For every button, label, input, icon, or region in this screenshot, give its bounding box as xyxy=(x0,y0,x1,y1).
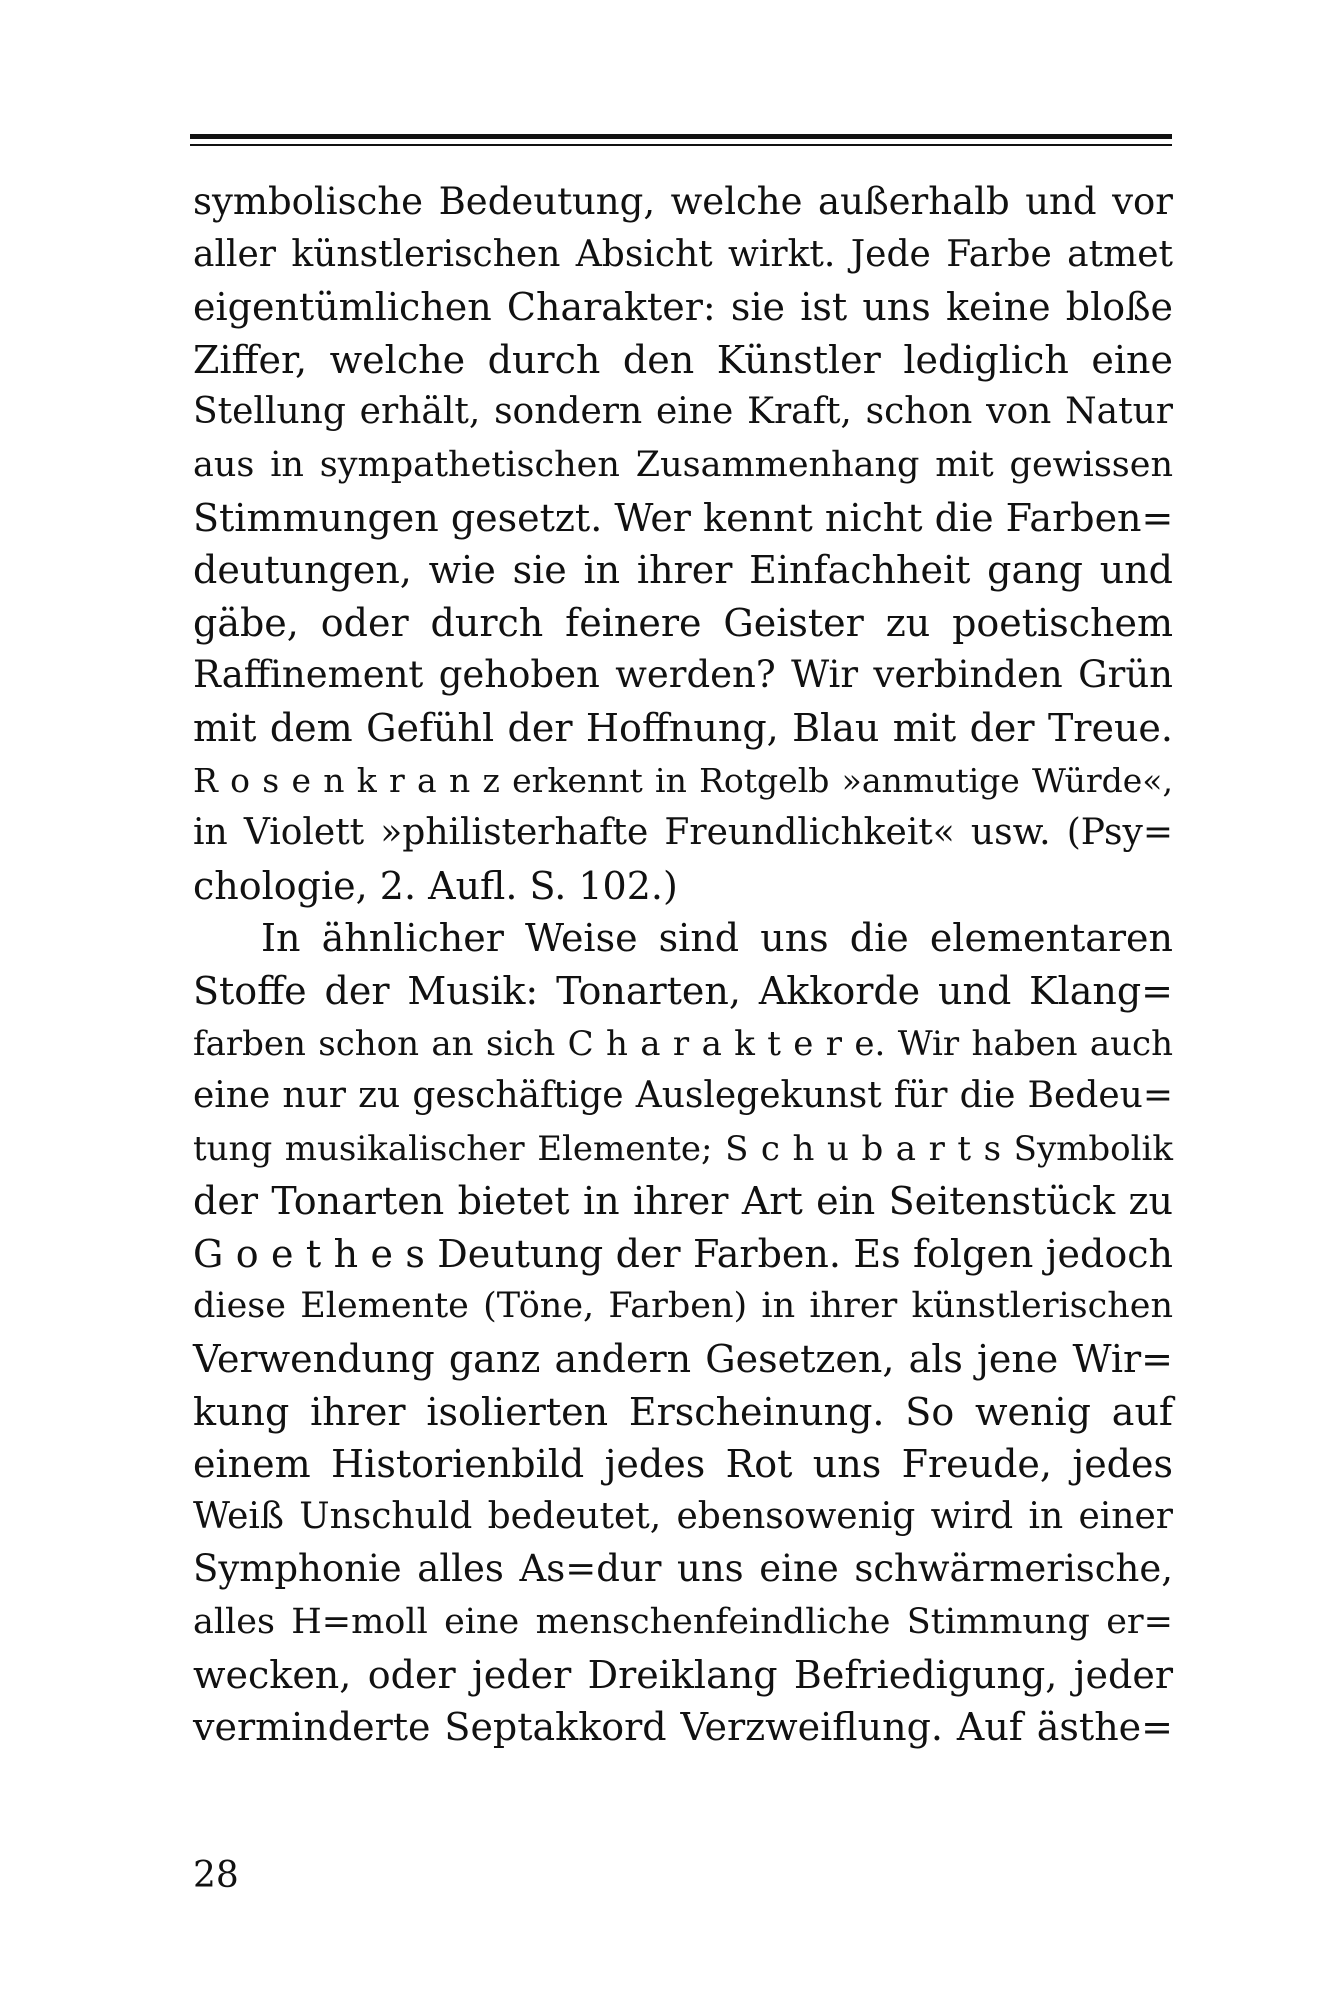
text-line: in Violett »philisterhafte Freundlichkeit« usw. (Psy= xyxy=(193,812,1173,854)
body-text xyxy=(193,176,1173,1754)
text-line: G o e t h e s Deutung der Farben. Es folgen jedoch xyxy=(193,1231,1173,1276)
text-line: R o s e n k r a n z erkennt in Rotgelb »anmutige Würde«, xyxy=(193,760,1173,800)
text-line: mit dem Gefühl der Hoffnung, Blau mit der Treue. xyxy=(193,705,1173,750)
text-line: diese Elemente (Töne, Farben) in ihrer künstlerischen xyxy=(193,1286,1173,1327)
text-line: aus in sympathetischen Zusammenhang mit gewissen xyxy=(193,444,1173,485)
text-line: farben schon an sich C h a r a k t e r e. Wir haben auch xyxy=(193,1023,1173,1064)
text-line: Raffinement gehoben werden? Wir verbinden Grün xyxy=(193,653,1173,697)
text-line: der Tonarten bietet in ihrer Art ein Seitenstück zu xyxy=(193,1179,1173,1224)
text-line: Weiß Unschuld bedeutet, ebensowenig wird in einer xyxy=(193,1495,1173,1537)
text-line: einem Historienbild jedes Rot uns Freude, jedes xyxy=(193,1442,1173,1487)
text-line: deutungen, wie sie in ihrer Einfachheit gang und xyxy=(193,548,1173,593)
text-line: Stoffe der Musik: Tonarten, Akkorde und Klang= xyxy=(193,968,1173,1013)
text-line: Verwendung ganz andern Gesetzen, als jene Wir= xyxy=(193,1337,1173,1382)
header-rule-thick xyxy=(190,134,1172,139)
text-line: aller künstlerischen Absicht wirkt. Jede Farbe atmet xyxy=(193,233,1173,275)
text-line: eine nur zu geschäftige Auslegekunst für die Bedeu= xyxy=(193,1075,1173,1117)
text-line: Symphonie alles As=dur uns eine schwärmerische, xyxy=(193,1547,1173,1591)
text-line: kung ihrer isolierten Erscheinung. So wenig auf xyxy=(193,1389,1173,1434)
header-rule-thin xyxy=(190,144,1172,146)
page-number: 28 xyxy=(193,1855,239,1896)
text-line: alles H=moll eine menschenfeindliche Stimmung er= xyxy=(193,1602,1173,1643)
text-line: chologie, 2. Aufl. S. 102.) xyxy=(193,863,678,908)
text-line: Stellung erhält, sondern eine Kraft, schon von Natur xyxy=(193,391,1173,433)
text-line: verminderte Septakkord Verzweiflung. Auf ästhe= xyxy=(193,1705,1173,1750)
text-line: tung musikalischer Elemente; S c h u b a r t s Symbolik xyxy=(193,1128,1173,1169)
text-line: gäbe, oder durch feinere Geister zu poetischem xyxy=(193,600,1173,645)
text-line: In ähnlicher Weise sind uns die elementaren xyxy=(261,916,1173,961)
text-line: symbolische Bedeutung, welche außerhalb und vor xyxy=(193,180,1173,223)
text-line: wecken, oder jeder Dreiklang Befriedigung, jeder xyxy=(193,1652,1173,1697)
text-line: Stimmungen gesetzt. Wer kennt nicht die Farben= xyxy=(193,495,1174,540)
text-line: Ziffer, welche durch den Künstler lediglich eine xyxy=(193,337,1173,382)
text-line: eigentümlichen Charakter: sie ist uns keine bloße xyxy=(193,285,1173,330)
